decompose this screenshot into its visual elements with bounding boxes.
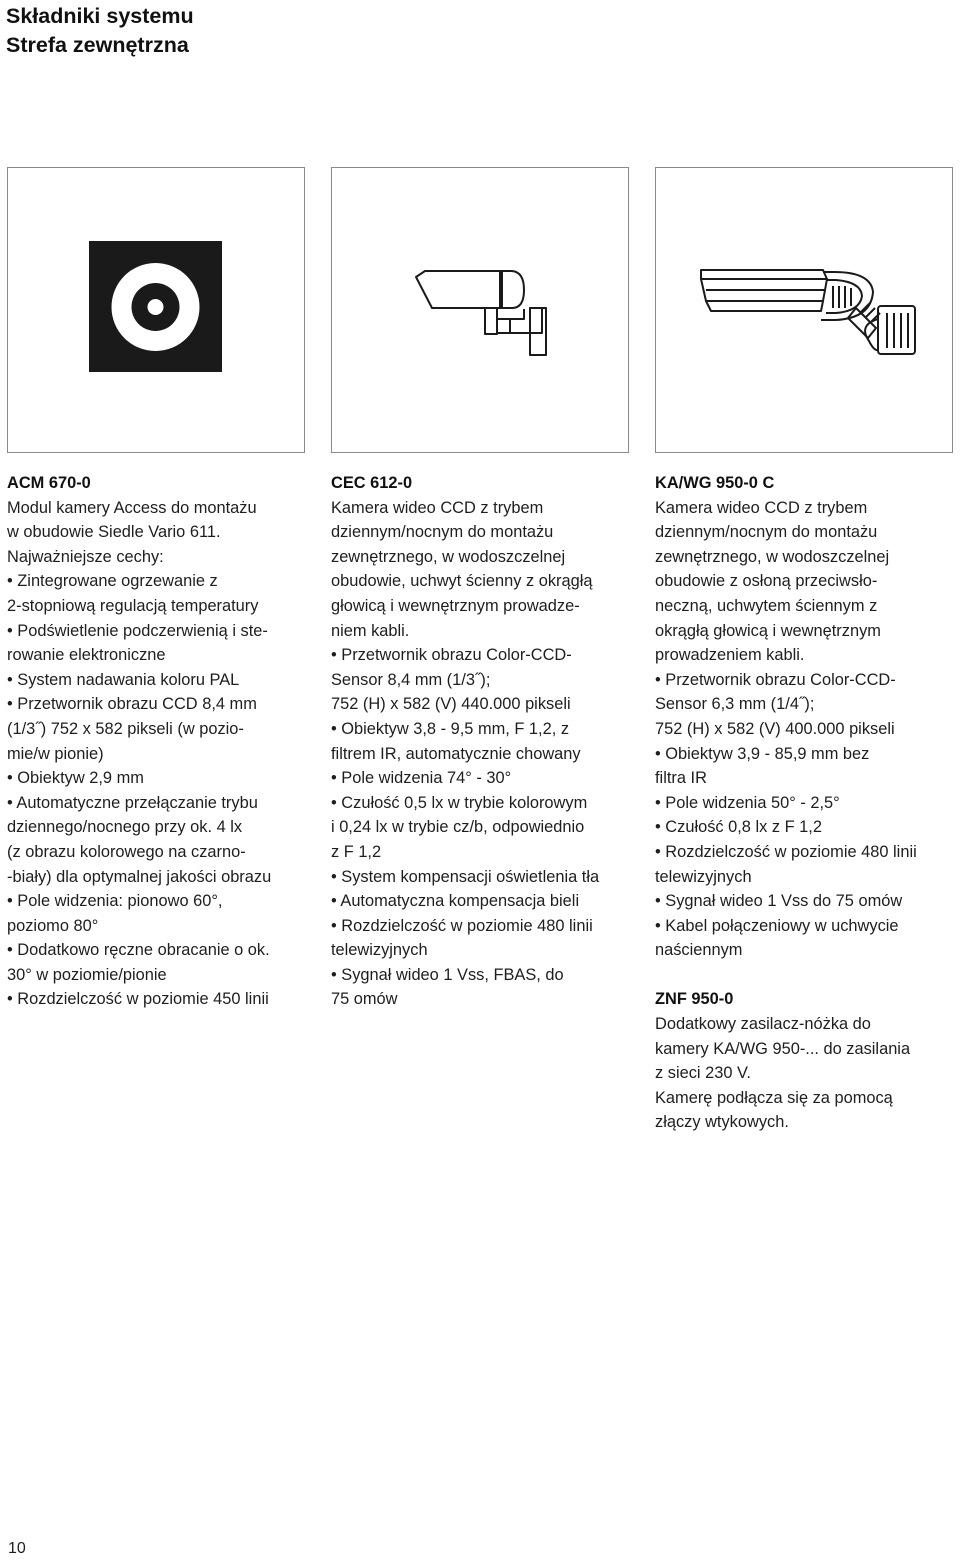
text-line: 30° w poziomie/pionie	[7, 965, 167, 984]
text-line: Kamera wideo CCD z trybem	[331, 498, 544, 517]
text-line: • Automatyczna kompensacja bieli	[331, 892, 580, 911]
text-line: Dodatkowy zasilacz-nóżka do	[655, 1015, 871, 1034]
extra-description-lines	[655, 1012, 955, 1135]
product-column-ka-wg	[655, 471, 955, 1135]
text-line: • Rozdzielczość w poziomie 480 linii	[655, 842, 917, 861]
text-line: Kamera wideo CCD z trybem	[655, 498, 868, 517]
figure-acm-670	[7, 167, 305, 453]
spacer	[655, 963, 955, 988]
text-line: Sensor 6,3 mm (1/4˝);	[655, 695, 815, 714]
text-line: okrągłą głowicą i wewnętrznym	[655, 621, 881, 640]
text-line: Kamerę podłącza się za pomocą	[655, 1088, 893, 1107]
text-line: z F 1,2	[331, 842, 382, 861]
text-line: 752 (H) x 582 (V) 440.000 pikseli	[331, 695, 571, 714]
text-line: telewizyjnych	[331, 941, 428, 960]
text-line: neczną, uchwytem ściennym z	[655, 596, 878, 615]
text-line: • Sygnał wideo 1 Vss do 75 omów	[655, 892, 903, 911]
text-line: • Obiektyw 3,8 - 9,5 mm, F 1,2, z	[331, 719, 570, 738]
text-line: złączy wtykowych.	[655, 1113, 789, 1132]
text-line: • Kabel połączeniowy w uchwycie	[655, 916, 899, 935]
cec-wall-camera-icon	[332, 168, 628, 452]
page-title	[6, 2, 194, 60]
text-line: Najważniejsze cechy:	[7, 547, 164, 566]
text-line: • Przetwornik obrazu Color-CCD-	[331, 646, 572, 665]
text-line: filtrem IR, automatycznie chowany	[331, 744, 581, 763]
text-line: zewnętrznego, w wodoszczelnej	[655, 547, 890, 566]
text-line: • Przetwornik obrazu CCD 8,4 mm	[7, 695, 257, 714]
text-line: • Automatyczne przełączanie trybu	[7, 793, 258, 812]
description-lines	[655, 496, 955, 963]
model-title: CEC 612-0	[331, 474, 413, 492]
text-line: głowicą i wewnętrznym prowadze-	[331, 596, 580, 615]
description-lines	[331, 496, 631, 1012]
text-line: • Zintegrowane ogrzewanie z	[7, 572, 218, 591]
text-line: • Pole widzenia 74° - 30°	[331, 769, 512, 788]
text-line: niem kabli.	[331, 621, 410, 640]
page-number: 10	[8, 1540, 26, 1557]
text-line: dziennym/nocnym do montażu	[331, 523, 554, 542]
text-line: • Pole widzenia 50° - 2,5°	[655, 793, 840, 812]
acm-camera-module-icon	[8, 168, 304, 452]
text-line: • Obiektyw 2,9 mm	[7, 769, 144, 788]
text-line: mie/w pionie)	[7, 744, 104, 763]
text-line: naściennym	[655, 941, 743, 960]
text-line: dziennym/nocnym do montażu	[655, 523, 878, 542]
text-line: kamery KA/WG 950-... do zasilania	[655, 1039, 911, 1058]
text-line: • Czułość 0,8 lx z F 1,2	[655, 818, 822, 837]
text-line: 752 (H) x 582 (V) 400.000 pikseli	[655, 719, 895, 738]
text-line: (1/3˝) 752 x 582 pikseli (w pozio-	[7, 719, 244, 738]
text-line: • Dodatkowo ręczne obracanie o ok.	[7, 941, 270, 960]
extra-model-title: ZNF 950-0	[655, 990, 734, 1009]
text-line: z sieci 230 V.	[655, 1064, 751, 1083]
text-line: • Czułość 0,5 lx w trybie kolorowym	[331, 793, 588, 812]
text-line: • Rozdzielczość w poziomie 450 linii	[7, 990, 269, 1009]
text-line: (z obrazu kolorowego na czarno-	[7, 842, 246, 861]
product-column-acm	[7, 471, 307, 1012]
text-line: 2-stopniową regulacją temperatury	[7, 596, 259, 615]
description-lines	[7, 496, 307, 1012]
text-line: poziomo 80°	[7, 916, 99, 935]
text-line: Modul kamery Access do montażu	[7, 498, 257, 517]
text-line: zewnętrznego, w wodoszczelnej	[331, 547, 566, 566]
text-line: w obudowie Siedle Vario 611.	[7, 523, 221, 542]
text-line: dziennego/nocnego przy ok. 4 lx	[7, 818, 243, 837]
text-line: -biały) dla optymalnej jakości obrazu	[7, 867, 272, 886]
text-line: i 0,24 lx w trybie cz/b, odpowiednio	[331, 818, 585, 837]
text-line: obudowie, uchwyt ścienny z okrągłą	[331, 572, 593, 591]
text-line: Sensor 8,4 mm (1/3˝);	[331, 670, 491, 689]
figure-ka-wg-950	[655, 167, 953, 453]
ka-wg-housing-camera-icon	[656, 168, 952, 452]
text-line: • Sygnał wideo 1 Vss, FBAS, do	[331, 965, 564, 984]
page-title-line-2: Strefa zewnętrzna	[6, 33, 189, 57]
figure-cec-612	[331, 167, 629, 453]
text-line: • Przetwornik obrazu Color-CCD-	[655, 670, 896, 689]
text-line: prowadzeniem kabli.	[655, 646, 805, 665]
text-line: • System nadawania koloru PAL	[7, 670, 240, 689]
text-line: • Podświetlenie podczerwienią i ste-	[7, 621, 268, 640]
text-line: rowanie elektroniczne	[7, 646, 166, 665]
text-line: • Obiektyw 3,9 - 85,9 mm bez	[655, 744, 870, 763]
text-line: • Pole widzenia: pionowo 60°,	[7, 892, 223, 911]
text-line: • System kompensacji oświetlenia tła	[331, 867, 600, 886]
text-line: filtra IR	[655, 769, 707, 788]
text-line: • Rozdzielczość w poziomie 480 linii	[331, 916, 593, 935]
model-title: ACM 670-0	[7, 474, 91, 492]
product-column-cec	[331, 471, 631, 1012]
text-line: telewizyjnych	[655, 867, 752, 886]
text-line: 75 omów	[331, 990, 398, 1009]
text-line: obudowie z osłoną przeciwsło-	[655, 572, 878, 591]
page-title-line-1: Składniki systemu	[6, 4, 194, 28]
model-title: KA/WG 950-0 C	[655, 474, 775, 492]
